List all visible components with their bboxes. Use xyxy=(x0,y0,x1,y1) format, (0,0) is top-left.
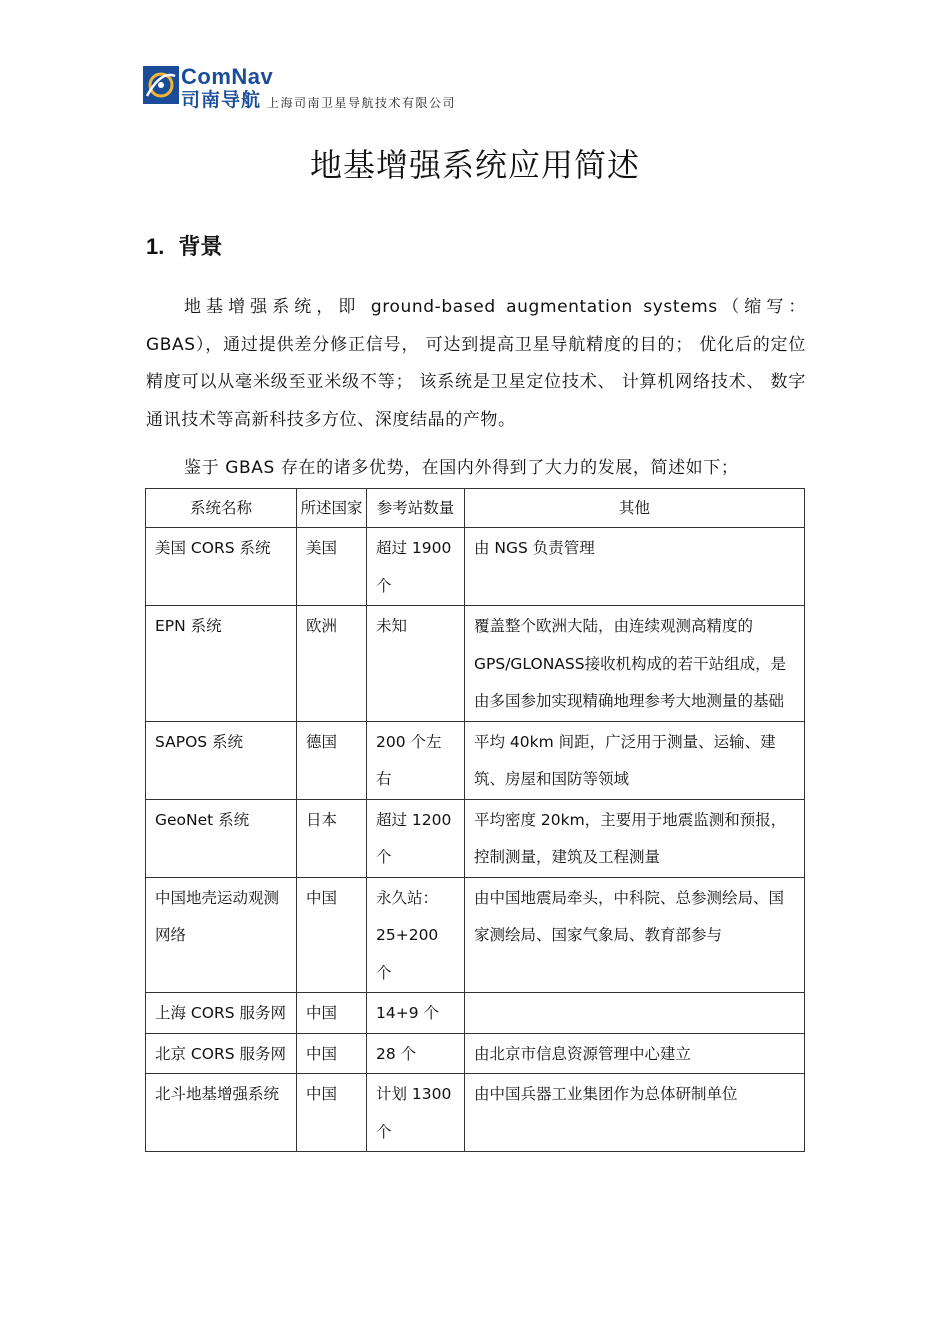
table-row xyxy=(146,606,805,722)
table-cell: 中国地壳运动观测网络 xyxy=(146,877,297,993)
comnav-logo-icon xyxy=(143,66,179,104)
table-cell: 美国 CORS 系统 xyxy=(146,528,297,606)
lead-paragraph: 鉴于 GBAS 存在的诸多优势，在国内外得到了大力的发展，简述如下； xyxy=(184,458,739,478)
table-cell: 欧洲 xyxy=(297,606,367,722)
company-name: 上海司南卫星导航技术有限公司 xyxy=(267,96,457,110)
table-cell: 中国 xyxy=(297,993,367,1034)
table-cell: 上海 CORS 服务网 xyxy=(146,993,297,1034)
table-row xyxy=(146,528,805,606)
table-row xyxy=(146,993,805,1034)
table-row xyxy=(146,1033,805,1074)
table-cell xyxy=(465,993,805,1034)
section-heading-text: 背景 xyxy=(178,235,223,260)
table-cell: 中国 xyxy=(297,877,367,993)
intro-paragraph: 地基增强系统，即 ground-based augmentation systems（缩写：GBAS），通过提供差分修正信号， 可达到提高卫星导航精度的目的； 优化后的定位精度可以从毫米级至亚米级不等； 该系统是卫星定位技术、 计算机网络技术、 数字通讯技术等高新科技多方位、深度结晶的产物。 xyxy=(146,297,806,430)
table-cell: SAPOS 系统 xyxy=(146,721,297,799)
table-cell: 平均 40km 间距，广泛用于测量、运输、建筑、房屋和国防等领域 xyxy=(465,721,805,799)
table-cell: 由 NGS 负责管理 xyxy=(465,528,805,606)
table-cell: 平均密度 20km，主要用于地震监测和预报，控制测量，建筑及工程测量 xyxy=(465,799,805,877)
table-header-row xyxy=(146,489,805,528)
column-header: 参考站数量 xyxy=(367,489,465,528)
table-row xyxy=(146,1074,805,1152)
table-cell: 超过 1200 个 xyxy=(367,799,465,877)
table-cell: 28 个 xyxy=(367,1033,465,1074)
table-cell: 14+9 个 xyxy=(367,993,465,1034)
table-cell: 由北京市信息资源管理中心建立 xyxy=(465,1033,805,1074)
logo-text-cn: 司南导航 xyxy=(181,89,262,111)
table-cell: 美国 xyxy=(297,528,367,606)
table-cell: 计划 1300 个 xyxy=(367,1074,465,1152)
column-header: 其他 xyxy=(465,489,805,528)
column-header: 所述国家 xyxy=(297,489,367,528)
table-row xyxy=(146,877,805,993)
table-row xyxy=(146,721,805,799)
table-cell: 由中国兵器工业集团作为总体研制单位 xyxy=(465,1074,805,1152)
table-cell: 200 个左右 xyxy=(367,721,465,799)
table-cell: GeoNet 系统 xyxy=(146,799,297,877)
table-cell: 北斗地基增强系统 xyxy=(146,1074,297,1152)
table-cell: 覆盖整个欧洲大陆，由连续观测高精度的GPS/GLONASS接收机构成的若干站组成，是由多国参加实现精确地理参考大地测量的基础 xyxy=(465,606,805,722)
column-header: 系统名称 xyxy=(146,489,297,528)
section-number: 1. xyxy=(146,234,165,259)
table-cell: 日本 xyxy=(297,799,367,877)
document-title: 地基增强系统应用简述 xyxy=(309,146,640,184)
table-cell: 永久站：25+200 个 xyxy=(367,877,465,993)
table-row xyxy=(146,799,805,877)
table-cell: EPN 系统 xyxy=(146,606,297,722)
gbas-table xyxy=(145,488,805,1152)
table-cell: 超过 1900 个 xyxy=(367,528,465,606)
logo-text-en: ComNav xyxy=(181,64,274,89)
table-cell: 德国 xyxy=(297,721,367,799)
table-cell: 中国 xyxy=(297,1074,367,1152)
section-heading xyxy=(146,230,222,261)
table-cell: 北京 CORS 服务网 xyxy=(146,1033,297,1074)
table-cell: 中国 xyxy=(297,1033,367,1074)
table-cell: 未知 xyxy=(367,606,465,722)
table-cell: 由中国地震局牵头，中科院、总参测绘局、国家测绘局、国家气象局、教育部参与 xyxy=(465,877,805,993)
